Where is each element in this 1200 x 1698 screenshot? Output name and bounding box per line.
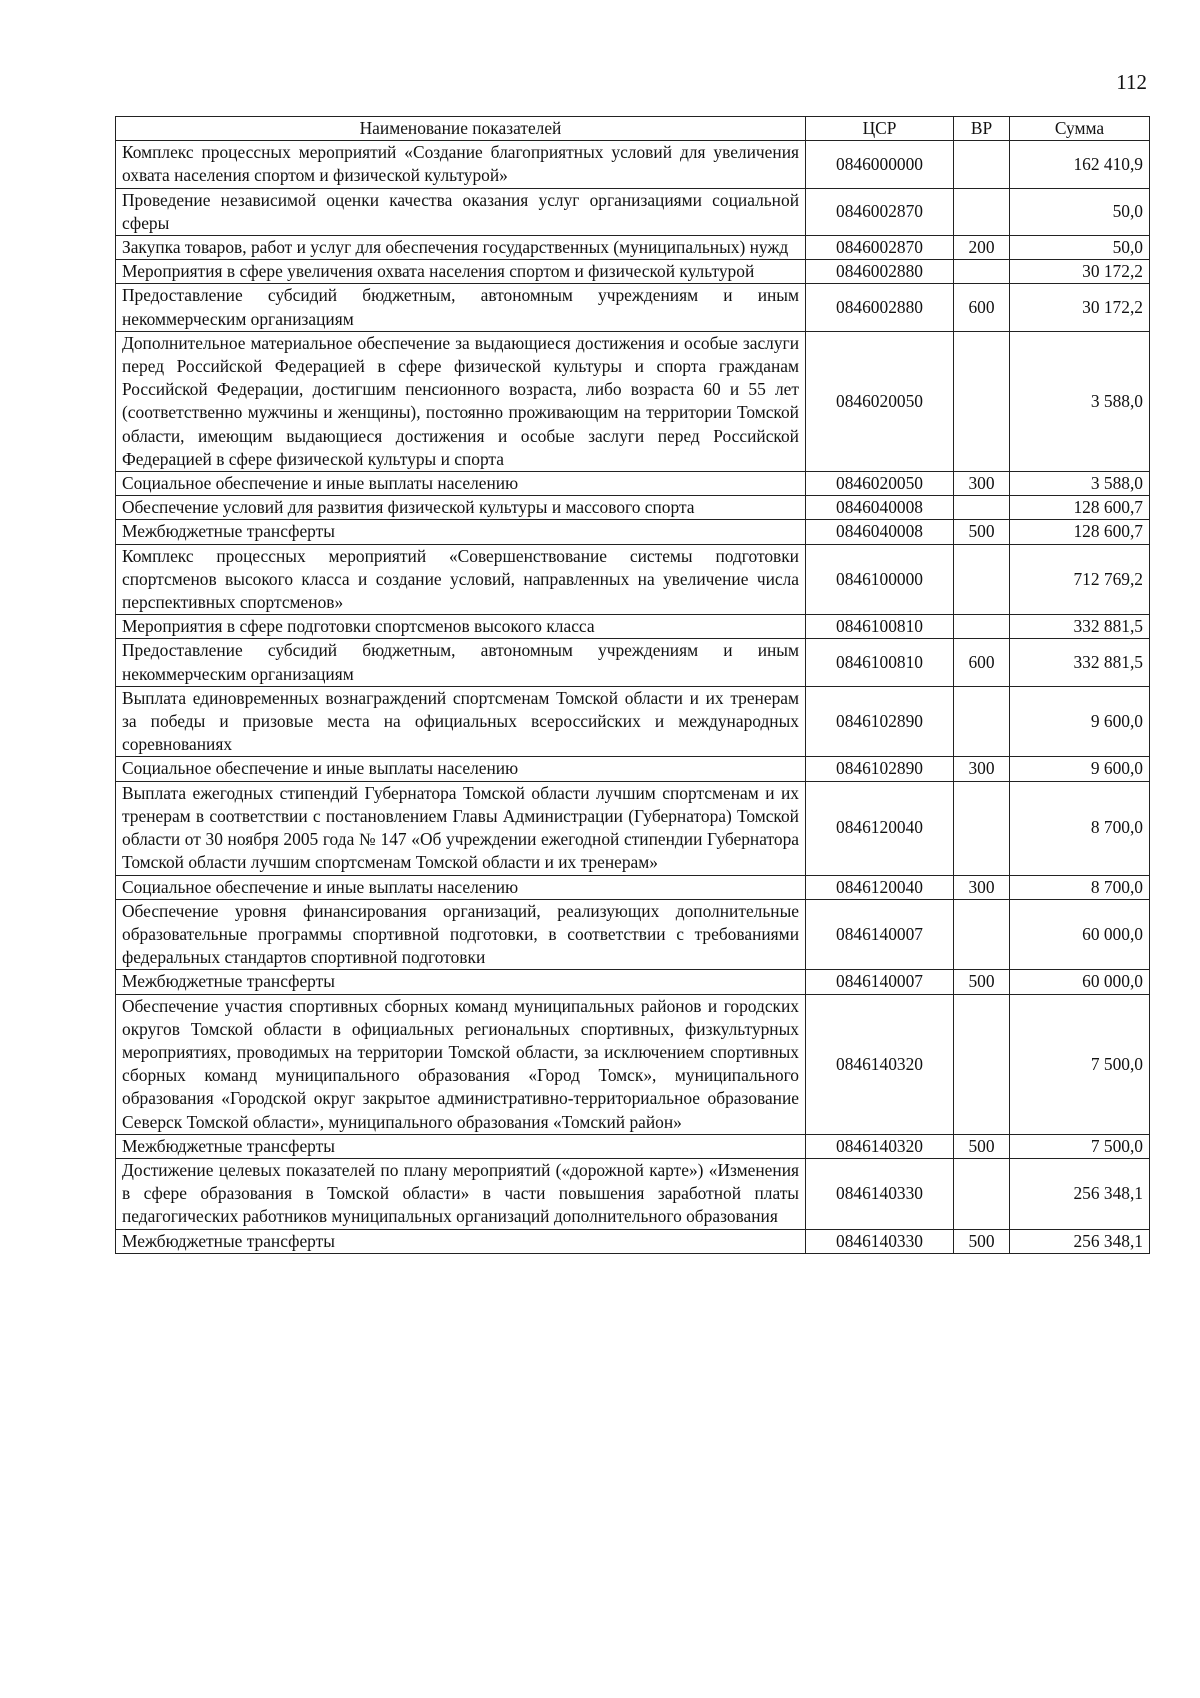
row-name: Комплекс процессных мероприятий «Создание благоприятных условий для увеличения охвата населения спортом и физической культурой» <box>116 141 806 188</box>
row-csr: 0846140320 <box>806 994 954 1134</box>
row-name: Достижение целевых показателей по плану мероприятий («дорожной карте») «Изменения в сфере образования в Томской области» в части повышения заработной платы педагогических работников муниципальных организаций дополнительного образования <box>116 1158 806 1229</box>
row-vr <box>954 615 1010 639</box>
row-csr: 0846002880 <box>806 284 954 331</box>
row-csr: 0846100810 <box>806 639 954 686</box>
row-vr <box>954 188 1010 235</box>
row-name: Выплата ежегодных стипендий Губернатора Томской области лучшим спортсменам и их тренерам в соответствии с постановлением Главы Администрации (Губернатора) Томской области от 30 ноября 2005 года № 147 «Об учреждении ежегодной стипендии Губернатора Томской области лучшим спортсменам Томской области и их тренерам» <box>116 781 806 875</box>
row-csr: 0846140007 <box>806 899 954 970</box>
row-sum: 3 588,0 <box>1010 331 1150 471</box>
row-vr <box>954 1158 1010 1229</box>
table-row <box>116 520 1150 544</box>
row-sum: 50,0 <box>1010 236 1150 260</box>
row-vr: 300 <box>954 757 1010 781</box>
table-row <box>116 188 1150 235</box>
header-sum: Сумма <box>1010 117 1150 141</box>
table-row <box>116 757 1150 781</box>
row-vr <box>954 544 1010 615</box>
row-name: Межбюджетные трансферты <box>116 970 806 994</box>
row-name: Обеспечение уровня финансирования организаций, реализующих дополнительные образовательные программы спортивной подготовки, в соответствии с требованиями федеральных стандартов спортивной подготовки <box>116 899 806 970</box>
row-sum: 332 881,5 <box>1010 615 1150 639</box>
row-name: Мероприятия в сфере увеличения охвата населения спортом и физической культурой <box>116 260 806 284</box>
row-vr <box>954 899 1010 970</box>
row-csr: 0846102890 <box>806 686 954 757</box>
row-csr: 0846002870 <box>806 188 954 235</box>
row-sum: 9 600,0 <box>1010 686 1150 757</box>
row-vr: 600 <box>954 284 1010 331</box>
row-name: Обеспечение условий для развития физической культуры и массового спорта <box>116 496 806 520</box>
row-csr: 0846040008 <box>806 496 954 520</box>
header-vr: ВР <box>954 117 1010 141</box>
row-vr: 200 <box>954 236 1010 260</box>
row-vr: 500 <box>954 1229 1010 1253</box>
row-csr: 0846102890 <box>806 757 954 781</box>
row-name: Межбюджетные трансферты <box>116 1134 806 1158</box>
row-name: Комплекс процессных мероприятий «Совершенствование системы подготовки спортсменов высокого класса и создание условий, направленных на увеличение числа перспективных спортсменов» <box>116 544 806 615</box>
row-sum: 30 172,2 <box>1010 284 1150 331</box>
row-csr: 0846020050 <box>806 331 954 471</box>
table-row <box>116 615 1150 639</box>
row-vr: 300 <box>954 472 1010 496</box>
row-sum: 712 769,2 <box>1010 544 1150 615</box>
row-vr: 300 <box>954 875 1010 899</box>
row-sum: 60 000,0 <box>1010 970 1150 994</box>
row-sum: 162 410,9 <box>1010 141 1150 188</box>
table-row <box>116 141 1150 188</box>
row-name: Мероприятия в сфере подготовки спортсменов высокого класса <box>116 615 806 639</box>
row-sum: 7 500,0 <box>1010 1134 1150 1158</box>
row-csr: 0846120040 <box>806 781 954 875</box>
row-vr: 500 <box>954 970 1010 994</box>
table-row <box>116 994 1150 1134</box>
row-vr <box>954 496 1010 520</box>
table-row <box>116 639 1150 686</box>
row-csr: 0846000000 <box>806 141 954 188</box>
row-vr <box>954 686 1010 757</box>
row-csr: 0846040008 <box>806 520 954 544</box>
row-vr: 500 <box>954 1134 1010 1158</box>
row-sum: 8 700,0 <box>1010 875 1150 899</box>
row-csr: 0846020050 <box>806 472 954 496</box>
row-name: Предоставление субсидий бюджетным, автономным учреждениям и иным некоммерческим организациям <box>116 284 806 331</box>
budget-table <box>115 116 1150 1254</box>
row-name: Социальное обеспечение и иные выплаты населению <box>116 472 806 496</box>
table-row <box>116 1229 1150 1253</box>
table-row <box>116 875 1150 899</box>
table-row <box>116 260 1150 284</box>
row-name: Обеспечение участия спортивных сборных команд муниципальных районов и городских округов Томской области в официальных региональных спортивных, физкультурных мероприятиях, проводимых на территории Томской области, за исключением спортивных сборных команд муниципального образования «Город Томск», муниципального образования «Городской округ закрытое административно-территориальное образование Северск Томской области», муниципального образования «Томский район» <box>116 994 806 1134</box>
header-csr: ЦСР <box>806 117 954 141</box>
row-name: Межбюджетные трансферты <box>116 1229 806 1253</box>
row-csr: 0846002870 <box>806 236 954 260</box>
row-sum: 128 600,7 <box>1010 496 1150 520</box>
table-row <box>116 1158 1150 1229</box>
row-vr <box>954 781 1010 875</box>
row-sum: 8 700,0 <box>1010 781 1150 875</box>
row-name: Выплата единовременных вознаграждений спортсменам Томской области и их тренерам за победы и призовые места на официальных всероссийских и международных соревнованиях <box>116 686 806 757</box>
row-vr <box>954 260 1010 284</box>
row-vr <box>954 141 1010 188</box>
table-row <box>116 970 1150 994</box>
table-row <box>116 899 1150 970</box>
row-name: Предоставление субсидий бюджетным, автономным учреждениям и иным некоммерческим организациям <box>116 639 806 686</box>
table-row <box>116 331 1150 471</box>
row-csr: 0846140320 <box>806 1134 954 1158</box>
row-sum: 3 588,0 <box>1010 472 1150 496</box>
row-csr: 0846100810 <box>806 615 954 639</box>
row-vr <box>954 331 1010 471</box>
row-sum: 128 600,7 <box>1010 520 1150 544</box>
row-vr <box>954 994 1010 1134</box>
table-row <box>116 686 1150 757</box>
row-csr: 0846140330 <box>806 1229 954 1253</box>
row-sum: 256 348,1 <box>1010 1158 1150 1229</box>
row-sum: 9 600,0 <box>1010 757 1150 781</box>
row-name: Межбюджетные трансферты <box>116 520 806 544</box>
row-csr: 0846002880 <box>806 260 954 284</box>
table-row <box>116 236 1150 260</box>
row-csr: 0846120040 <box>806 875 954 899</box>
table-row <box>116 1134 1150 1158</box>
row-csr: 0846100000 <box>806 544 954 615</box>
row-sum: 30 172,2 <box>1010 260 1150 284</box>
table-header-row <box>116 117 1150 141</box>
row-name: Дополнительное материальное обеспечение за выдающиеся достижения и особые заслуги перед Российской Федерацией в сфере физической культуры и спорта гражданам Российской Федерации, достигшим пенсионного возраста, либо возраста 60 и 55 лет (соответственно мужчины и женщины), постоянно проживающим на территории Томской области, имеющим выдающиеся достижения и особые заслуги перед Российской Федерацией в сфере физической культуры и спорта <box>116 331 806 471</box>
table-row <box>116 284 1150 331</box>
row-sum: 332 881,5 <box>1010 639 1150 686</box>
row-sum: 50,0 <box>1010 188 1150 235</box>
row-csr: 0846140007 <box>806 970 954 994</box>
row-name: Социальное обеспечение и иные выплаты населению <box>116 757 806 781</box>
table-row <box>116 781 1150 875</box>
row-sum: 7 500,0 <box>1010 994 1150 1134</box>
table-row <box>116 544 1150 615</box>
table-row <box>116 472 1150 496</box>
row-name: Проведение независимой оценки качества оказания услуг организациями социальной сферы <box>116 188 806 235</box>
row-sum: 256 348,1 <box>1010 1229 1150 1253</box>
row-name: Социальное обеспечение и иные выплаты населению <box>116 875 806 899</box>
row-name: Закупка товаров, работ и услуг для обеспечения государственных (муниципальных) нужд <box>116 236 806 260</box>
page-number: 112 <box>1116 70 1147 94</box>
header-name: Наименование показателей <box>116 117 806 141</box>
table-row <box>116 496 1150 520</box>
row-vr: 500 <box>954 520 1010 544</box>
row-sum: 60 000,0 <box>1010 899 1150 970</box>
row-vr: 600 <box>954 639 1010 686</box>
row-csr: 0846140330 <box>806 1158 954 1229</box>
